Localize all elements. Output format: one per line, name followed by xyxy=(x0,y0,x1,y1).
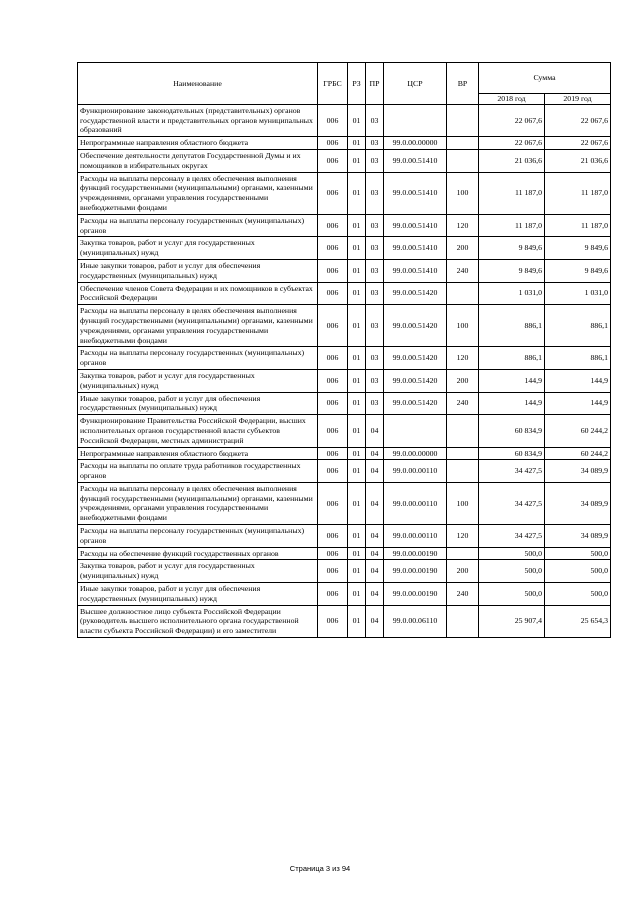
cell-sum-2019: 11 187,0 xyxy=(545,172,611,214)
cell-pr: 04 xyxy=(366,525,384,548)
cell-name: Закупка товаров, работ и услуг для государственных (муниципальных) нужд xyxy=(78,369,318,392)
cell-grbs: 006 xyxy=(318,214,348,237)
cell-grbs: 006 xyxy=(318,547,348,560)
cell-grbs: 006 xyxy=(318,460,348,483)
cell-name: Расходы на выплаты персоналу государственных (муниципальных) органов xyxy=(78,525,318,548)
cell-csr: 99.0.00.00190 xyxy=(384,583,447,606)
cell-vr xyxy=(447,547,479,560)
cell-sum-2019: 60 244,2 xyxy=(545,415,611,447)
cell-grbs: 006 xyxy=(318,259,348,282)
cell-rz: 01 xyxy=(348,214,366,237)
header-year-2018: 2018 год xyxy=(479,94,545,105)
cell-rz: 01 xyxy=(348,447,366,460)
cell-grbs: 006 xyxy=(318,447,348,460)
cell-pr: 04 xyxy=(366,460,384,483)
cell-csr: 99.0.00.51410 xyxy=(384,214,447,237)
cell-name: Функционирование Правительства Российской Федерации, высших исполнительных органов государственной власти субъектов Российской Федерации, местных администраций xyxy=(78,415,318,447)
table-row xyxy=(78,447,611,460)
table-row xyxy=(78,347,611,370)
cell-rz: 01 xyxy=(348,237,366,260)
cell-grbs: 006 xyxy=(318,560,348,583)
cell-name: Расходы на выплаты персоналу в целях обеспечения выполнения функций государственными (муниципальными) органами, казенными учреждениями, органами управления государственными внебюджетными фондами xyxy=(78,305,318,347)
cell-grbs: 006 xyxy=(318,369,348,392)
cell-name: Иные закупки товаров, работ и услуг для обеспечения государственных (муниципальных) нужд xyxy=(78,392,318,415)
cell-sum-2018: 11 187,0 xyxy=(479,172,545,214)
cell-grbs: 006 xyxy=(318,149,348,172)
cell-pr: 04 xyxy=(366,415,384,447)
cell-name: Расходы на выплаты персоналу государственных (муниципальных) органов xyxy=(78,214,318,237)
cell-csr: 99.0.00.00110 xyxy=(384,460,447,483)
cell-sum-2019: 500,0 xyxy=(545,583,611,606)
cell-rz: 01 xyxy=(348,369,366,392)
cell-vr: 200 xyxy=(447,237,479,260)
cell-pr: 03 xyxy=(366,305,384,347)
table-row xyxy=(78,282,611,305)
cell-csr: 99.0.00.00110 xyxy=(384,482,447,524)
header-year-2019: 2019 год xyxy=(545,94,611,105)
cell-rz: 01 xyxy=(348,137,366,150)
cell-csr: 99.0.00.51410 xyxy=(384,149,447,172)
cell-rz: 01 xyxy=(348,172,366,214)
cell-grbs: 006 xyxy=(318,137,348,150)
cell-sum-2018: 886,1 xyxy=(479,305,545,347)
cell-vr xyxy=(447,447,479,460)
cell-rz: 01 xyxy=(348,392,366,415)
cell-pr: 03 xyxy=(366,392,384,415)
cell-sum-2018: 144,9 xyxy=(479,392,545,415)
cell-sum-2019: 25 654,3 xyxy=(545,605,611,637)
cell-sum-2019: 34 089,9 xyxy=(545,482,611,524)
cell-sum-2018: 34 427,5 xyxy=(479,482,545,524)
cell-sum-2018: 144,9 xyxy=(479,369,545,392)
cell-sum-2018: 1 031,0 xyxy=(479,282,545,305)
cell-sum-2019: 9 849,6 xyxy=(545,259,611,282)
cell-vr: 100 xyxy=(447,482,479,524)
cell-sum-2018: 500,0 xyxy=(479,560,545,583)
cell-vr xyxy=(447,415,479,447)
cell-name: Непрограммные направления областного бюджета xyxy=(78,137,318,150)
cell-name: Обеспечение деятельности депутатов Государственной Думы и их помощников в избирательных округах xyxy=(78,149,318,172)
table-row xyxy=(78,560,611,583)
cell-rz: 01 xyxy=(348,605,366,637)
table-row xyxy=(78,583,611,606)
cell-vr xyxy=(447,104,479,136)
cell-vr xyxy=(447,605,479,637)
cell-rz: 01 xyxy=(348,460,366,483)
cell-pr: 03 xyxy=(366,214,384,237)
cell-rz: 01 xyxy=(348,259,366,282)
cell-sum-2018: 25 907,4 xyxy=(479,605,545,637)
table-row xyxy=(78,605,611,637)
cell-csr: 99.0.00.51410 xyxy=(384,172,447,214)
cell-csr: 99.0.00.51420 xyxy=(384,369,447,392)
cell-pr: 03 xyxy=(366,237,384,260)
cell-grbs: 006 xyxy=(318,282,348,305)
cell-pr: 04 xyxy=(366,482,384,524)
cell-rz: 01 xyxy=(348,415,366,447)
table-row xyxy=(78,104,611,136)
cell-grbs: 006 xyxy=(318,392,348,415)
cell-sum-2019: 60 244,2 xyxy=(545,447,611,460)
cell-pr: 03 xyxy=(366,347,384,370)
cell-grbs: 006 xyxy=(318,482,348,524)
cell-csr: 99.0.00.51420 xyxy=(384,392,447,415)
cell-grbs: 006 xyxy=(318,172,348,214)
header-name: Наименование xyxy=(78,63,318,105)
table-row xyxy=(78,460,611,483)
cell-vr: 100 xyxy=(447,172,479,214)
cell-sum-2019: 22 067,6 xyxy=(545,137,611,150)
header-sum: Сумма xyxy=(479,63,611,94)
cell-sum-2019: 144,9 xyxy=(545,369,611,392)
cell-sum-2019: 500,0 xyxy=(545,547,611,560)
cell-pr: 04 xyxy=(366,447,384,460)
cell-rz: 01 xyxy=(348,149,366,172)
cell-csr: 99.0.00.06110 xyxy=(384,605,447,637)
table-row xyxy=(78,137,611,150)
cell-csr: 99.0.00.00110 xyxy=(384,525,447,548)
table-row xyxy=(78,525,611,548)
cell-sum-2019: 22 067,6 xyxy=(545,104,611,136)
cell-csr xyxy=(384,415,447,447)
cell-rz: 01 xyxy=(348,583,366,606)
cell-pr: 03 xyxy=(366,282,384,305)
cell-sum-2019: 1 031,0 xyxy=(545,282,611,305)
cell-pr: 04 xyxy=(366,560,384,583)
cell-vr: 100 xyxy=(447,305,479,347)
cell-csr: 99.0.00.00000 xyxy=(384,137,447,150)
cell-name: Иные закупки товаров, работ и услуг для обеспечения государственных (муниципальных) нужд xyxy=(78,259,318,282)
cell-sum-2018: 11 187,0 xyxy=(479,214,545,237)
cell-pr: 03 xyxy=(366,172,384,214)
cell-vr xyxy=(447,137,479,150)
cell-rz: 01 xyxy=(348,305,366,347)
cell-csr: 99.0.00.51420 xyxy=(384,282,447,305)
budget-table xyxy=(77,62,611,638)
cell-rz: 01 xyxy=(348,282,366,305)
cell-csr: 99.0.00.00190 xyxy=(384,560,447,583)
cell-pr: 03 xyxy=(366,149,384,172)
cell-grbs: 006 xyxy=(318,525,348,548)
cell-vr: 200 xyxy=(447,369,479,392)
cell-rz: 01 xyxy=(348,547,366,560)
header-rz: РЗ xyxy=(348,63,366,105)
table-row xyxy=(78,149,611,172)
cell-name: Высшее должностное лицо субъекта Российской Федерации (руководитель высшего исполнительного органа государственной власти субъекта Российской Федерации) и его заместители xyxy=(78,605,318,637)
cell-vr xyxy=(447,460,479,483)
cell-pr: 03 xyxy=(366,104,384,136)
cell-sum-2019: 144,9 xyxy=(545,392,611,415)
cell-name: Расходы на выплаты персоналу в целях обеспечения выполнения функций государственными (муниципальными) органами, казенными учреждениями, органами управления государственными внебюджетными фондами xyxy=(78,172,318,214)
cell-sum-2019: 886,1 xyxy=(545,305,611,347)
cell-vr: 240 xyxy=(447,583,479,606)
cell-sum-2018: 60 834,9 xyxy=(479,447,545,460)
cell-name: Функционирование законодательных (представительных) органов государственной власти и представительных органов муниципальных образований xyxy=(78,104,318,136)
cell-vr: 120 xyxy=(447,347,479,370)
cell-sum-2018: 21 036,6 xyxy=(479,149,545,172)
header-vr: ВР xyxy=(447,63,479,105)
cell-sum-2019: 500,0 xyxy=(545,560,611,583)
table-row xyxy=(78,172,611,214)
cell-pr: 03 xyxy=(366,137,384,150)
cell-rz: 01 xyxy=(348,525,366,548)
cell-csr: 99.0.00.00000 xyxy=(384,447,447,460)
table-row xyxy=(78,547,611,560)
cell-vr: 120 xyxy=(447,214,479,237)
cell-csr: 99.0.00.00190 xyxy=(384,547,447,560)
table-row xyxy=(78,415,611,447)
cell-sum-2019: 886,1 xyxy=(545,347,611,370)
header-grbs: ГРБС xyxy=(318,63,348,105)
cell-grbs: 006 xyxy=(318,347,348,370)
cell-csr: 99.0.00.51410 xyxy=(384,237,447,260)
cell-sum-2018: 9 849,6 xyxy=(479,259,545,282)
page-number: Страница 3 из 94 xyxy=(289,864,351,873)
cell-sum-2019: 11 187,0 xyxy=(545,214,611,237)
cell-grbs: 006 xyxy=(318,415,348,447)
cell-sum-2018: 500,0 xyxy=(479,547,545,560)
cell-rz: 01 xyxy=(348,104,366,136)
cell-vr: 240 xyxy=(447,259,479,282)
cell-csr xyxy=(384,104,447,136)
cell-name: Закупка товаров, работ и услуг для государственных (муниципальных) нужд xyxy=(78,560,318,583)
cell-sum-2019: 21 036,6 xyxy=(545,149,611,172)
table-row xyxy=(78,237,611,260)
cell-pr: 03 xyxy=(366,369,384,392)
table-row xyxy=(78,214,611,237)
header-pr: ПР xyxy=(366,63,384,105)
cell-sum-2018: 9 849,6 xyxy=(479,237,545,260)
header-csr: ЦСР xyxy=(384,63,447,105)
cell-grbs: 006 xyxy=(318,605,348,637)
cell-name: Расходы на выплаты персоналу государственных (муниципальных) органов xyxy=(78,347,318,370)
table-row xyxy=(78,259,611,282)
table-header-row xyxy=(78,63,611,94)
cell-name: Обеспечение членов Совета Федерации и их помощников в субъектах Российской Федерации xyxy=(78,282,318,305)
table-row xyxy=(78,369,611,392)
cell-sum-2019: 34 089,9 xyxy=(545,525,611,548)
cell-sum-2018: 500,0 xyxy=(479,583,545,606)
cell-rz: 01 xyxy=(348,560,366,583)
cell-rz: 01 xyxy=(348,482,366,524)
cell-pr: 04 xyxy=(366,547,384,560)
cell-sum-2018: 22 067,6 xyxy=(479,137,545,150)
cell-sum-2018: 60 834,9 xyxy=(479,415,545,447)
cell-name: Расходы на обеспечение функций государственных органов xyxy=(78,547,318,560)
cell-sum-2019: 9 849,6 xyxy=(545,237,611,260)
cell-grbs: 006 xyxy=(318,583,348,606)
table-row xyxy=(78,305,611,347)
table-row xyxy=(78,392,611,415)
cell-vr: 120 xyxy=(447,525,479,548)
cell-name: Закупка товаров, работ и услуг для государственных (муниципальных) нужд xyxy=(78,237,318,260)
table-body xyxy=(78,104,611,637)
cell-csr: 99.0.00.51420 xyxy=(384,305,447,347)
cell-grbs: 006 xyxy=(318,305,348,347)
cell-name: Расходы на выплаты персоналу в целях обеспечения выполнения функций государственными (муниципальными) органами, казенными учреждениями, органами управления государственными внебюджетными фондами xyxy=(78,482,318,524)
cell-sum-2018: 34 427,5 xyxy=(479,460,545,483)
cell-name: Расходы на выплаты по оплате труда работников государственных органов xyxy=(78,460,318,483)
cell-csr: 99.0.00.51410 xyxy=(384,259,447,282)
cell-vr xyxy=(447,149,479,172)
table-row xyxy=(78,482,611,524)
cell-pr: 03 xyxy=(366,259,384,282)
cell-pr: 04 xyxy=(366,583,384,606)
cell-pr: 04 xyxy=(366,605,384,637)
cell-vr xyxy=(447,282,479,305)
cell-rz: 01 xyxy=(348,347,366,370)
cell-vr: 200 xyxy=(447,560,479,583)
cell-vr: 240 xyxy=(447,392,479,415)
cell-sum-2018: 34 427,5 xyxy=(479,525,545,548)
cell-sum-2019: 34 089,9 xyxy=(545,460,611,483)
cell-name: Непрограммные направления областного бюджета xyxy=(78,447,318,460)
cell-grbs: 006 xyxy=(318,104,348,136)
cell-name: Иные закупки товаров, работ и услуг для обеспечения государственных (муниципальных) нужд xyxy=(78,583,318,606)
cell-csr: 99.0.00.51420 xyxy=(384,347,447,370)
cell-sum-2018: 886,1 xyxy=(479,347,545,370)
cell-grbs: 006 xyxy=(318,237,348,260)
cell-sum-2018: 22 067,6 xyxy=(479,104,545,136)
